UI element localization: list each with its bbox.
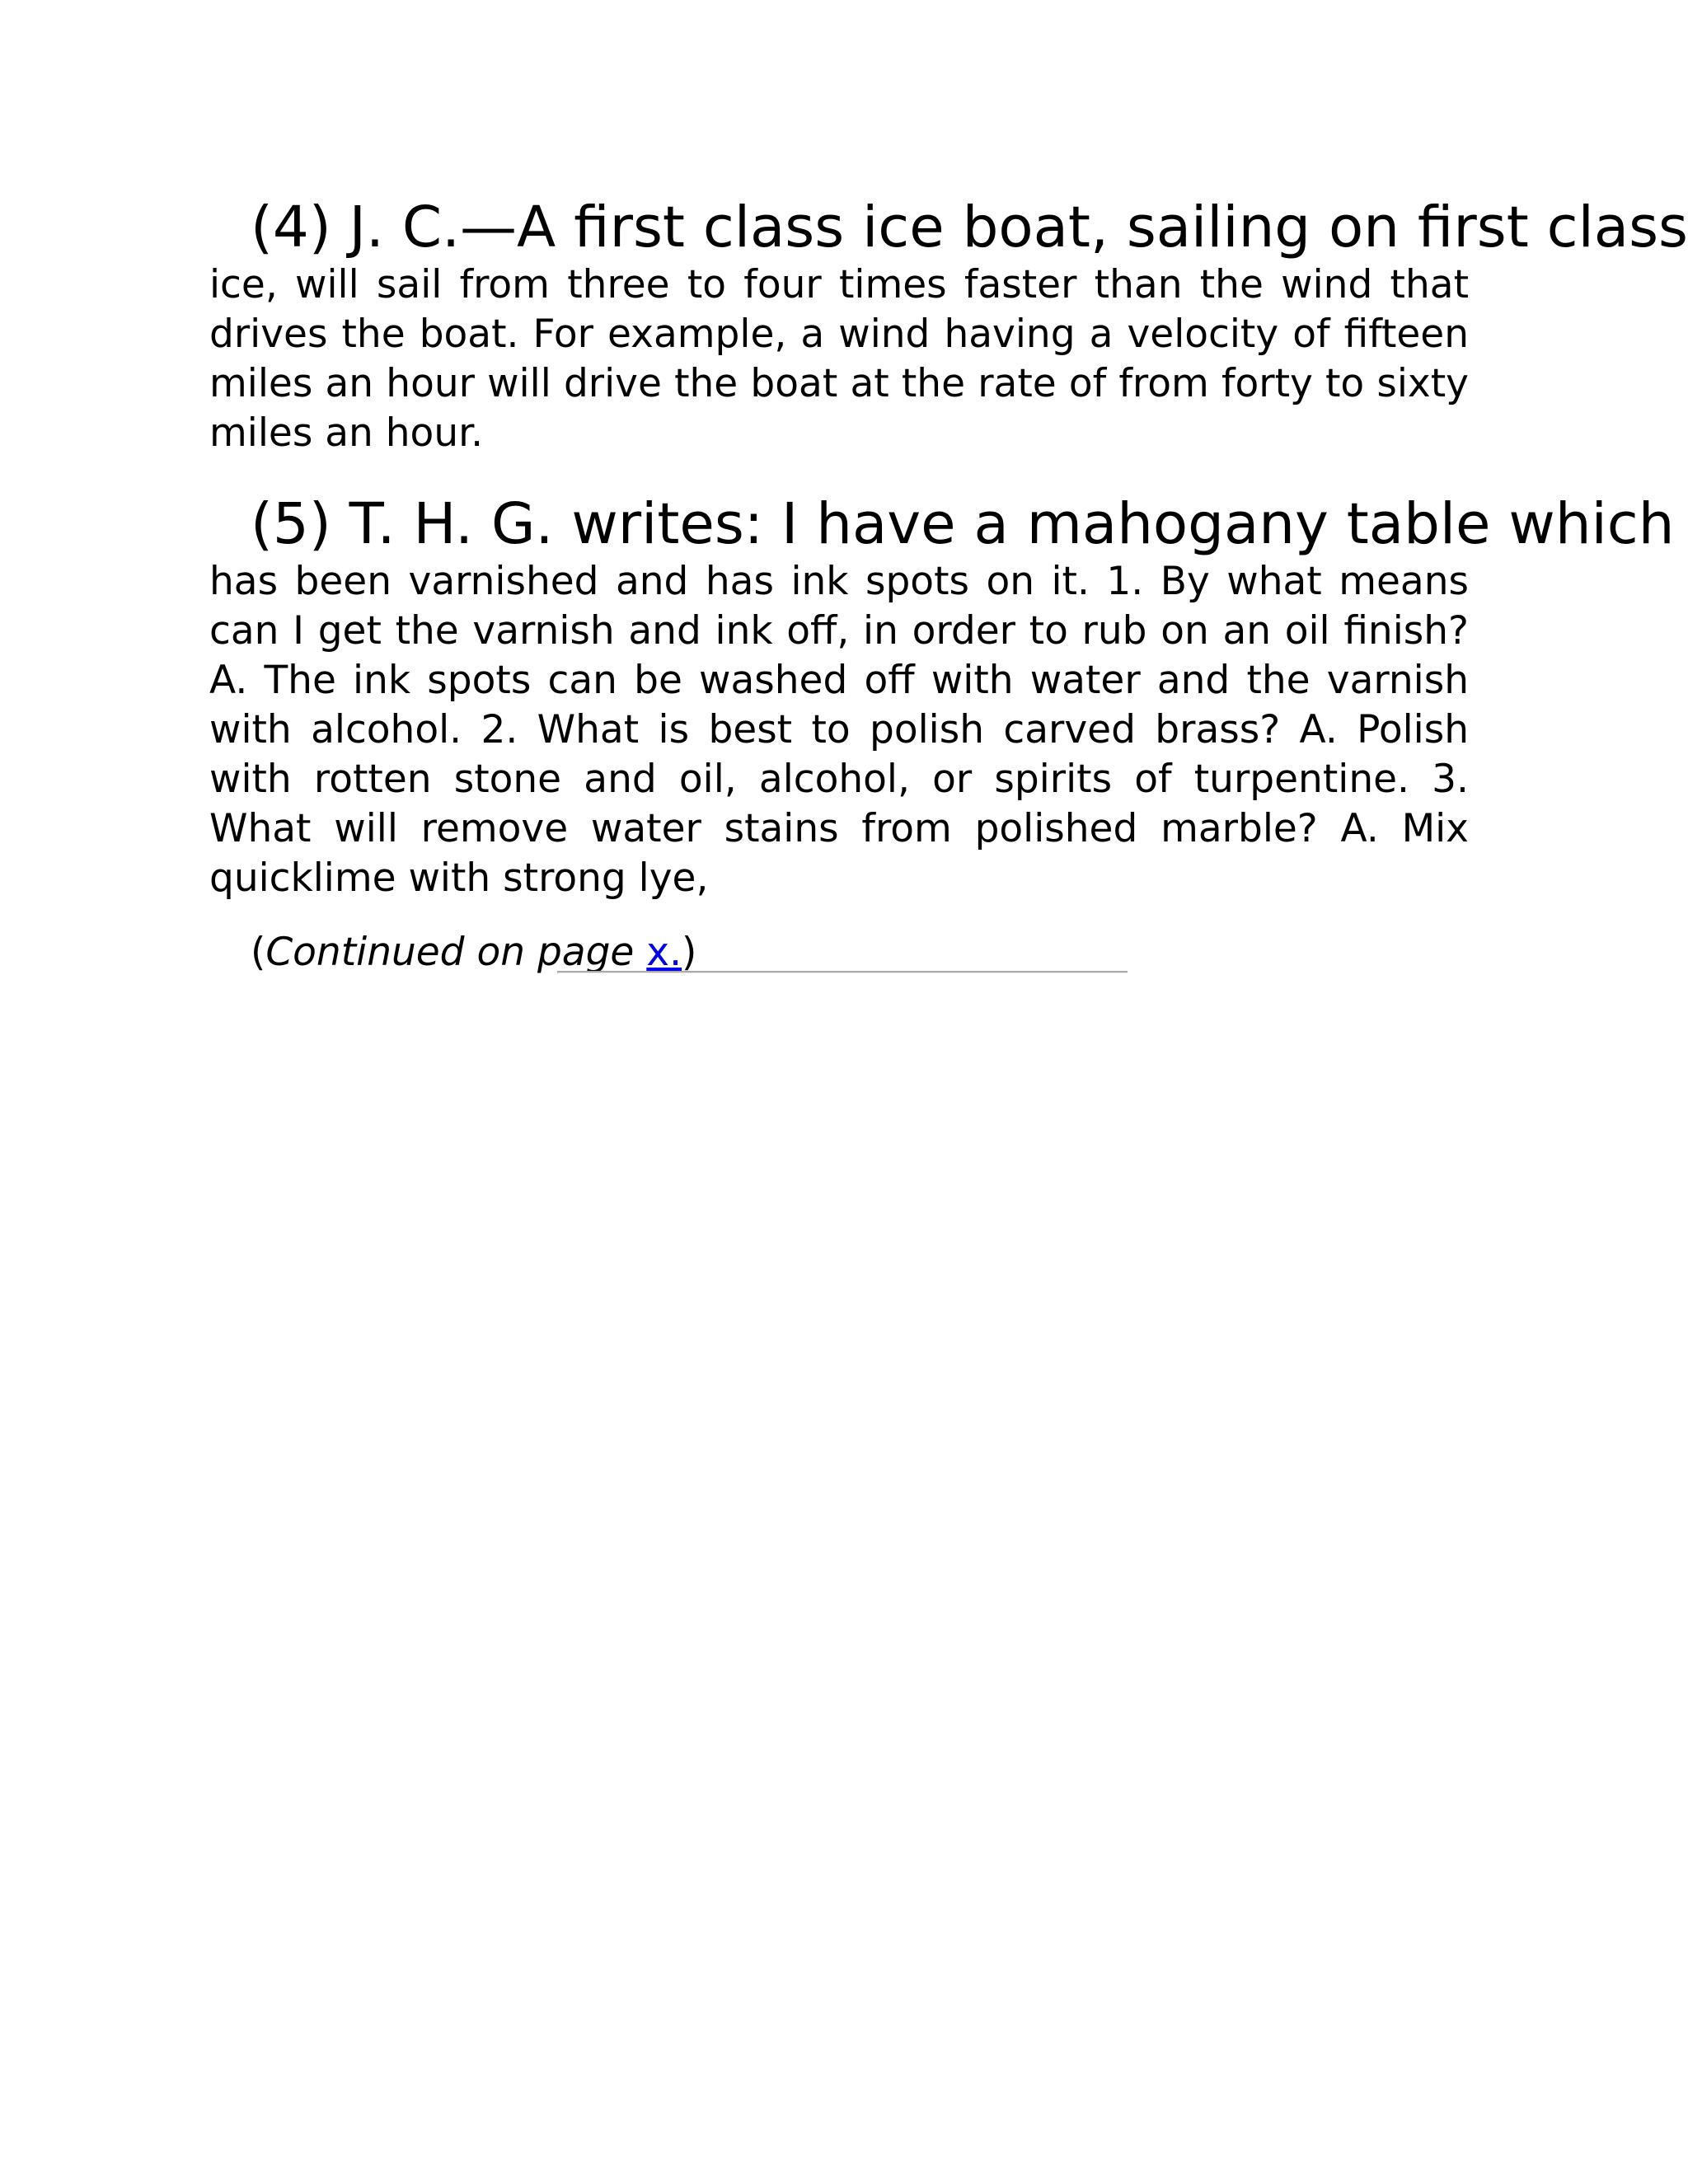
paragraph-lead-line: (5) T. H. G. writes: I have a mahogany table which: [251, 491, 1675, 557]
paragraph-body: has been varnished and has ink spots on it. 1. By what means can I get the varnish and ink off, in order to rub on an oil finish? A. The ink spots can be washed off with water and the varnish with alcohol. 2. What is best to polish carved brass? A. Polish with rotten stone and oil, alcohol, or spirits of turpentine. 3. What will remove water stains from polished marble? A. Mix quicklime with strong lye,: [209, 559, 1469, 901]
paragraph-spacer: [209, 458, 1469, 491]
continued-open-paren: (: [251, 930, 266, 975]
query-paragraph-4: [209, 194, 1688, 458]
document-page: [209, 194, 1688, 977]
continued-page-link[interactable]: x.: [646, 930, 682, 975]
horizontal-rule: [557, 971, 1128, 973]
continued-close-paren: ): [682, 930, 697, 975]
paragraph-lead-line: (4) J. C.—A first class ice boat, sailing on first class: [251, 194, 1688, 260]
query-paragraph-5: [209, 491, 1675, 903]
continued-text: Continued on page: [265, 930, 635, 975]
paragraph-body: ice, will sail from three to four times faster than the wind that drives the boat. For example, a wind having a velocity of fifteen miles an hour will drive the boat at the rate of from forty to sixty miles an hour.: [209, 262, 1469, 456]
continued-note: [209, 928, 1469, 977]
